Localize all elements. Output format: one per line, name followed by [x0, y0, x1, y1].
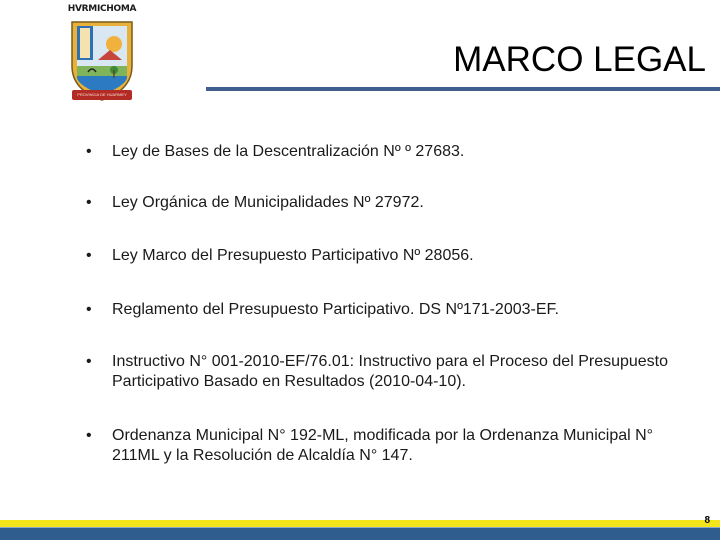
bullet-icon: •	[86, 353, 92, 370]
list-item-text: Ley Orgánica de Municipalidades Nº 27972.	[112, 194, 424, 211]
bullet-icon: •	[86, 427, 92, 444]
bullet-icon: •	[86, 301, 92, 318]
list-item	[86, 352, 676, 392]
list-item-text: Instructivo N° 001-2010-EF/76.01: Instructivo para el Proceso del Presupuesto Participativo Basado en Resultados (2010-04-10).	[112, 353, 669, 390]
bullet-icon: •	[86, 194, 92, 211]
slide-title: MARCO LEGAL	[453, 40, 706, 79]
list-item-text: Ley Marco del Presupuesto Participativo Nº 28056.	[112, 247, 474, 264]
title-underline	[206, 87, 720, 91]
list-item	[86, 426, 676, 466]
list-item-text: Ley de Bases de la Descentralización Nº º 27683.	[112, 143, 465, 160]
bullet-icon: •	[86, 143, 92, 160]
logo-ribbon: PROVINCIA DE HUARMEY	[72, 90, 132, 100]
footer-blue-band	[0, 528, 720, 540]
list-item-text: Ordenanza Municipal N° 192-ML, modificada por la Ordenanza Municipal N° 211ML y la Resolución de Alcaldía N° 147.	[112, 427, 654, 464]
page-number: 8	[704, 515, 710, 526]
list-item	[86, 142, 676, 162]
list-item	[86, 246, 676, 266]
logo-title: HVRMICHOMA	[67, 4, 137, 14]
footer-yellow-band	[0, 520, 720, 527]
list-item	[86, 193, 676, 213]
list-item	[86, 300, 676, 320]
municipal-logo	[64, 4, 140, 104]
list-item-text: Reglamento del Presupuesto Participativo. DS Nº171-2003-EF.	[112, 301, 559, 318]
bullet-icon: •	[86, 247, 92, 264]
